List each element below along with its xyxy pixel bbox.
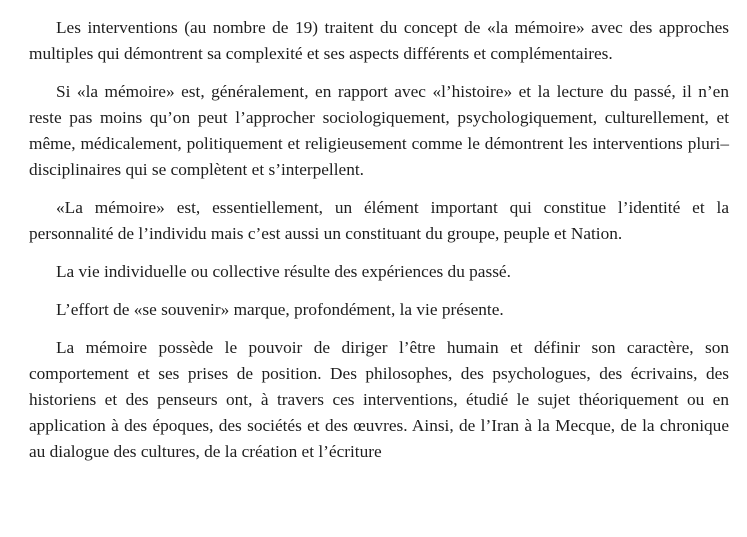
paragraph-5: L’effort de «se souvenir» marque, profondément, la vie présente.: [56, 300, 504, 319]
paragraph-6: La mémoire possède le pouvoir de diriger l’être humain et définir son caractère, son comportement et ses prises de position. Des philosophes, des psychologues, des écrivains, des historiens et des penseurs ont, à travers ces interventions, étudié le sujet théoriquement ou en application à des époques, des sociétés et des œuvres. Ainsi, de l’Iran à la Mecque, de la chronique au dialogue des cultures, de la création et l’écriture: [29, 338, 729, 461]
document-page: [29, 15, 729, 477]
paragraph-2: Si «la mémoire» est, généralement, en rapport avec «l’histoire» et la lecture du passé, il n’en reste pas moins qu’on peut l’approcher sociologiquement, psychologiquement, culturellement, et même, médicalement, politiquement et religieusement comme le démontrent les interventions pluri–disciplinaires qui se complètent et s’interpellent.: [29, 82, 729, 179]
paragraph-1: Les interventions (au nombre de 19) traitent du concept de «la mémoire» avec des approches multiples qui démontrent sa complexité et ses aspects différents et complémentaires.: [29, 18, 729, 63]
paragraph-4: La vie individuelle ou collective résulte des expériences du passé.: [56, 262, 511, 281]
paragraph-3: «La mémoire» est, essentiellement, un élément important qui constitue l’identité et la personnalité de l’individu mais c’est aussi un constituant du groupe, peuple et Nation.: [29, 198, 729, 243]
